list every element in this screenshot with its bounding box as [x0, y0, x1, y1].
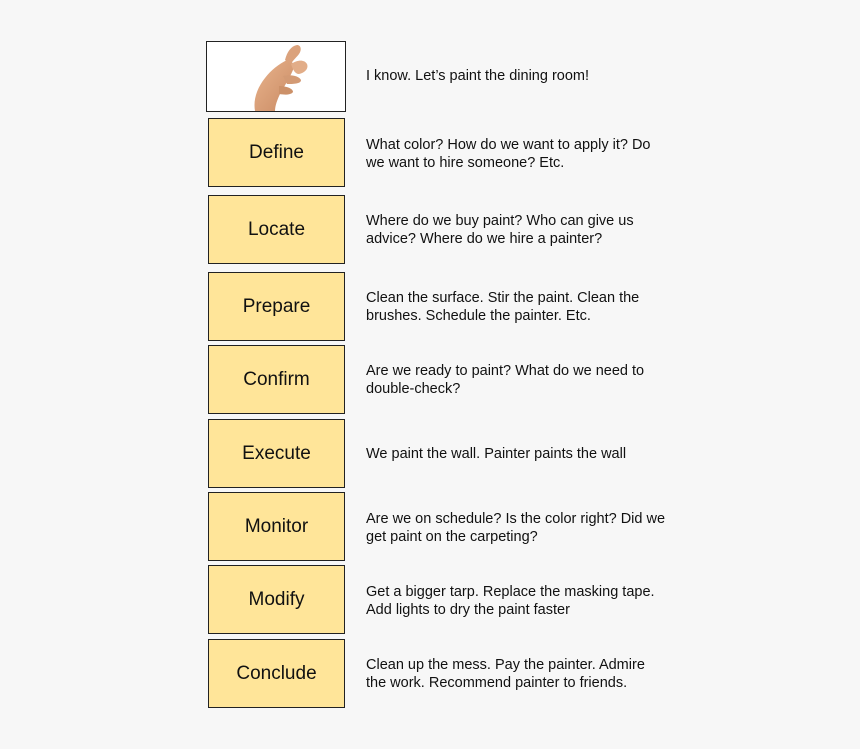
step-box-modify: Modify [208, 565, 345, 634]
hand-snap-icon [207, 42, 345, 111]
step-description-conclude: Clean up the mess. Pay the painter. Admire the work. Recommend painter to friends. [366, 657, 645, 691]
hand-image [206, 41, 346, 112]
step-box-define: Define [208, 118, 345, 187]
step-box-monitor: Monitor [208, 492, 345, 561]
step-box-confirm: Confirm [208, 345, 345, 414]
intro-text: I know. Let’s paint the dining room! [366, 68, 590, 84]
step-description-prepare: Clean the surface. Stir the paint. Clean the brushes. Schedule the painter. Etc. [366, 290, 640, 324]
step-description-execute: We paint the wall. Painter paints the wall [366, 446, 627, 462]
step-description-modify: Get a bigger tarp. Replace the masking tape. Add lights to dry the paint faster [366, 584, 655, 618]
step-description-confirm: Are we ready to paint? What do we need to double-check? [366, 363, 645, 397]
step-description-locate: Where do we buy paint? Who can give us advice? Where do we hire a painter? [366, 213, 634, 247]
step-description-monitor: Are we on schedule? Is the color right? Did we get paint on the carpeting? [366, 511, 666, 545]
step-box-prepare: Prepare [208, 272, 345, 341]
step-description-define: What color? How do we want to apply it? Do we want to hire someone? Etc. [366, 137, 651, 171]
step-box-execute: Execute [208, 419, 345, 488]
step-box-locate: Locate [208, 195, 345, 264]
step-box-conclude: Conclude [208, 639, 345, 708]
